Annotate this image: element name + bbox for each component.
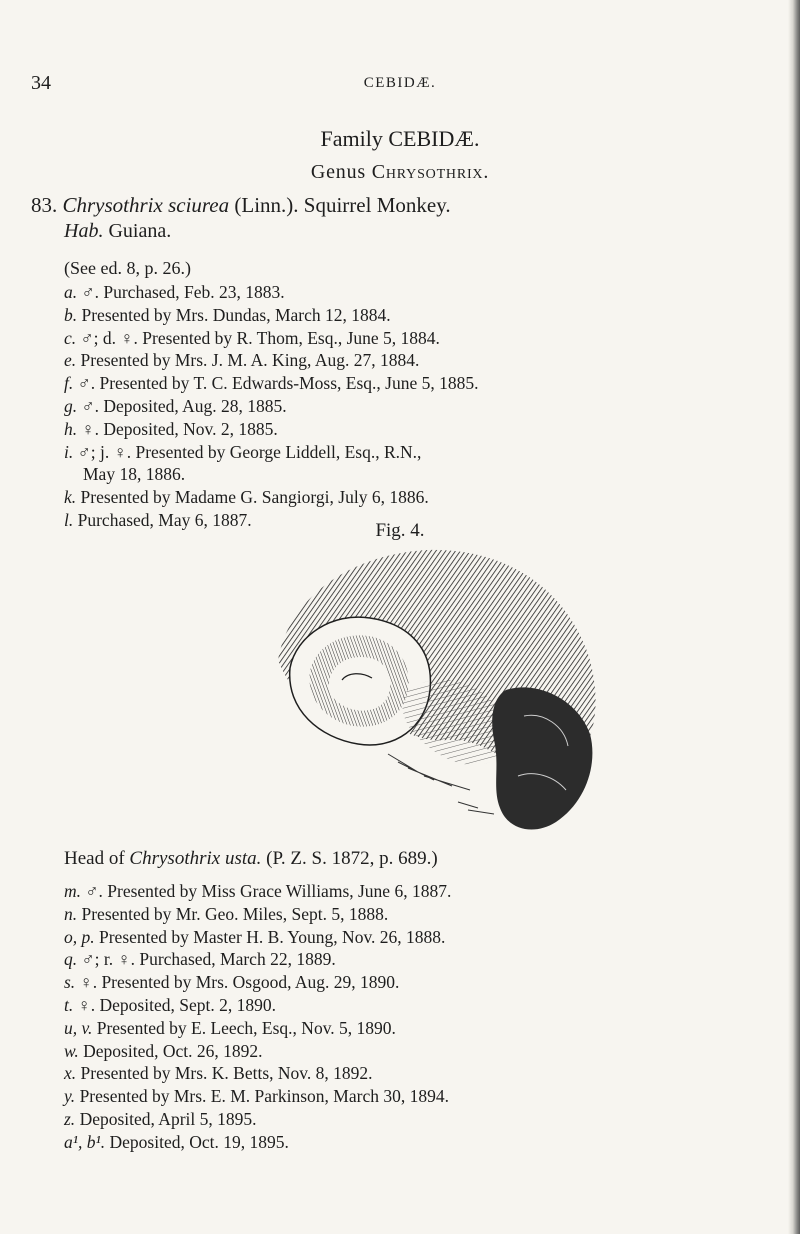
specimen-entry	[64, 349, 799, 372]
specimen-label: o, p.	[64, 926, 95, 947]
genus-heading	[0, 161, 800, 184]
specimen-label: s.	[64, 972, 76, 993]
specimen-label: l.	[64, 509, 74, 530]
habitat-value: Guiana.	[108, 220, 172, 242]
specimen-label: a¹, b¹.	[64, 1131, 106, 1152]
figure-caption	[64, 848, 438, 870]
specimen-text: ♀. Deposited, Sept. 2, 1890.	[77, 994, 276, 1015]
specimen-text: ♀. Deposited, Nov. 2, 1885.	[81, 418, 278, 439]
specimen-text: Presented by Mrs. E. M. Parkinson, March 30, 1894.	[79, 1086, 449, 1107]
specimen-text: Presented by Madame G. Sangiorgi, July 6, 1886.	[80, 487, 429, 508]
specimen-text: ♂; r. ♀. Purchased, March 22, 1889.	[81, 949, 336, 970]
specimen-label: i.	[64, 441, 74, 462]
specimen-text: Deposited, Oct. 26, 1892.	[83, 1040, 263, 1061]
specimen-text: Presented by Mrs. Dundas, March 12, 1884.	[81, 304, 391, 325]
page-header	[0, 72, 800, 96]
specimen-entry	[64, 1085, 799, 1108]
caption-species: Chrysothrix usta.	[129, 848, 262, 869]
running-title: CEBIDÆ.	[363, 75, 437, 91]
page-number: 34	[31, 72, 51, 94]
specimen-text: Deposited, Oct. 19, 1895.	[109, 1131, 289, 1152]
specimen-entry	[64, 327, 799, 350]
monkey-head-engraving	[238, 540, 606, 840]
specimen-label: h.	[64, 418, 78, 439]
specimen-text: Deposited, April 5, 1895.	[79, 1108, 257, 1129]
specimen-label: z.	[64, 1108, 76, 1129]
specimen-entry	[64, 395, 799, 418]
specimen-entry	[64, 372, 799, 395]
habitat-line	[64, 220, 171, 243]
specimen-entry	[64, 971, 799, 994]
species-line	[31, 193, 451, 218]
specimen-text: ♂. Presented by T. C. Edwards-Moss, Esq., June 5, 1885.	[77, 373, 479, 394]
specimen-text: ♂. Deposited, Aug. 28, 1885.	[81, 395, 287, 416]
specimen-entry	[64, 1017, 799, 1040]
specimen-text: ♂; j. ♀. Presented by George Liddell, Esq., R.N.,	[77, 441, 422, 462]
species-number: 83.	[31, 193, 58, 217]
family-heading: Family CEBIDÆ.	[320, 126, 480, 151]
specimen-text: Purchased, May 6, 1887.	[77, 509, 252, 530]
specimen-list-before	[64, 281, 799, 532]
specimen-entry	[64, 304, 799, 327]
specimen-label: k.	[64, 487, 77, 508]
species-authority: (Linn.). Squirrel Monkey.	[234, 193, 451, 217]
specimen-label: e.	[64, 350, 77, 371]
specimen-entry	[64, 1040, 799, 1063]
genus-prefix: Genus	[310, 161, 372, 183]
specimen-label: x.	[64, 1063, 77, 1084]
specimen-label: y.	[64, 1086, 76, 1107]
specimen-entry	[64, 281, 799, 304]
specimen-text: ♂. Presented by Miss Grace Williams, June 6, 1887.	[85, 881, 452, 901]
specimen-label: n.	[64, 903, 78, 924]
edition-reference: (See ed. 8, p. 26.)	[64, 258, 191, 278]
specimen-label: m.	[64, 881, 82, 901]
specimen-entry	[64, 1108, 799, 1131]
specimen-entry	[64, 441, 799, 464]
specimen-entry	[64, 926, 799, 949]
specimen-text: May 18, 1886.	[83, 464, 186, 485]
specimen-entry	[64, 880, 799, 903]
specimen-text: Presented by E. Leech, Esq., Nov. 5, 1890.	[96, 1017, 396, 1038]
specimen-list-after	[64, 880, 799, 1154]
specimen-label: b.	[64, 304, 78, 325]
specimen-text: Presented by Mr. Geo. Miles, Sept. 5, 1888.	[81, 903, 389, 924]
specimen-label: a.	[64, 282, 78, 302]
specimen-label: f.	[64, 373, 74, 394]
specimen-label: g.	[64, 395, 78, 416]
specimen-entry	[64, 1062, 799, 1085]
specimen-label: c.	[64, 327, 77, 348]
specimen-entry	[64, 463, 799, 486]
specimen-text: Presented by Mrs. J. M. A. King, Aug. 27, 1884.	[80, 350, 420, 371]
specimen-entry	[64, 1131, 799, 1154]
figure-label: Fig. 4.	[375, 520, 425, 541]
specimen-text: ♀. Presented by Mrs. Osgood, Aug. 29, 1890.	[79, 972, 400, 993]
specimen-entry	[64, 486, 799, 509]
specimen-text: ♂. Purchased, Feb. 23, 1883.	[81, 282, 285, 302]
habitat-label: Hab.	[64, 220, 104, 242]
specimen-entry	[64, 903, 799, 926]
specimen-label: t.	[64, 994, 74, 1015]
specimen-text: Presented by Master H. B. Young, Nov. 26, 1888.	[99, 926, 446, 947]
specimen-text: ♂; d. ♀. Presented by R. Thom, Esq., June 5, 1884.	[80, 327, 440, 348]
caption-reference: (P. Z. S. 1872, p. 689.)	[261, 848, 438, 869]
specimen-entry	[64, 994, 799, 1017]
species-name: Chrysothrix sciurea	[62, 193, 230, 217]
specimen-entry	[64, 418, 799, 441]
specimen-entry	[64, 948, 799, 971]
genus-name: Chrysothrix.	[371, 161, 490, 183]
specimen-text: Presented by Mrs. K. Betts, Nov. 8, 1892.	[80, 1063, 373, 1084]
caption-prefix: Head of	[64, 848, 130, 869]
specimen-label: q.	[64, 949, 78, 970]
specimen-label: w.	[64, 1040, 79, 1061]
specimen-label: u, v.	[64, 1017, 93, 1038]
